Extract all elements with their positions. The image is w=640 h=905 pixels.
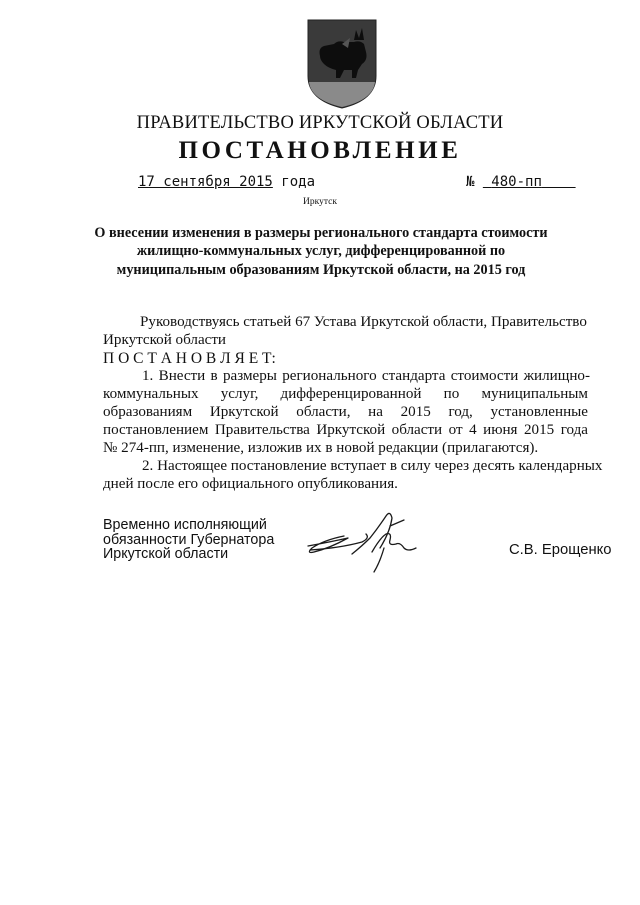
city-name: Иркутск (303, 197, 337, 207)
coat-of-arms-emblem (304, 18, 380, 110)
number-value (483, 174, 576, 190)
document-number (466, 174, 576, 190)
signer-name: С.В. Ерощенко (509, 542, 612, 558)
paragraph-1-line: постановлением Правительства Иркутской области от 4 июня 2015 года (103, 422, 588, 438)
title-line: муниципальным образованиям Иркутской области, на 2015 год (116, 261, 526, 278)
number-prefix: № (466, 174, 483, 190)
handwritten-signature (300, 508, 450, 578)
position-line: обязанности Губернатора (103, 531, 275, 548)
position-line: Временно исполняющий (103, 517, 267, 533)
date-suffix: года (272, 174, 316, 190)
number-text: 480-пп (491, 174, 542, 190)
preamble-line: Руководствуясь статьей 67 Устава Иркутской области, Правительство (140, 314, 587, 330)
title-line: жилищно-коммунальных услуг, дифференцированной по (136, 243, 506, 260)
paragraph-2-line: 2. Настоящее постановление вступает в силу через десять календарных (142, 458, 603, 474)
paragraph-2-line: дней после его официального опубликования. (103, 476, 398, 492)
preamble-line: Иркутской области (103, 332, 227, 348)
paragraph-1-line: № 274-пп, изменение, изложив их в новой редакции (прилагаются). (103, 440, 539, 456)
signatory-position (103, 518, 274, 562)
document-type-heading: ПОСТАНОВЛЕНИЕ (178, 137, 462, 164)
government-name: ПРАВИТЕЛЬСТВО ИРКУТСКОЙ ОБЛАСТИ (136, 113, 504, 133)
paragraph-1-line: коммунальных услуг, дифференцированной по муниципальным (103, 386, 588, 402)
paragraph-1-line: образованиям Иркутской области, на 2015 год, установленные (103, 404, 588, 420)
date-value: 17 сентября 2015 (138, 174, 273, 190)
document-title (90, 224, 552, 279)
title-line: О внесении изменения в размеры регионального стандарта стоимости (94, 225, 548, 241)
paragraph-1-line: 1. Внести в размеры регионального стандарта стоимости жилищно- (142, 368, 590, 384)
position-line: Иркутской области (103, 546, 229, 562)
resolves-heading: П О С Т А Н О В Л Я Е Т: (103, 350, 276, 367)
document-date (138, 174, 315, 190)
